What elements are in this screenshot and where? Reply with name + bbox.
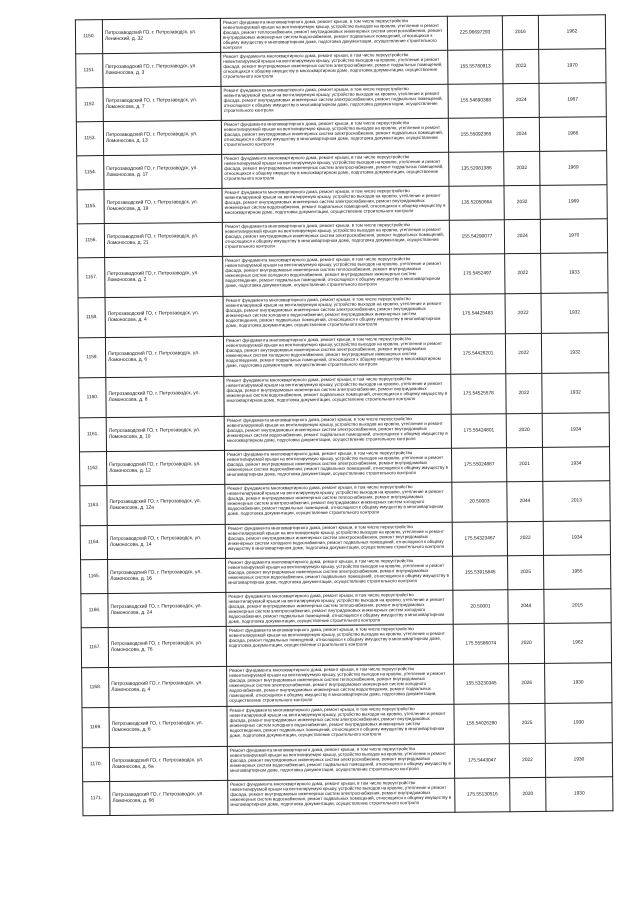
- address-cell: Петрозаводский ГО, г. Петрозаводск, ул. Ломоносова, д. 13: [103, 120, 221, 155]
- table-body: [75, 15, 613, 816]
- built-year-cell: 1966: [539, 117, 606, 152]
- built-year-cell: 1969: [540, 185, 607, 220]
- address-cell: Петрозаводский ГО, г. Петрозаводск, ул. Ломоносова, д. 4: [109, 666, 227, 707]
- work-description-cell: Ремонт фундамента многоквартирного дома, ремонт крыши, в том числе переустройство невентилируемой крыши на вентилируемую крышу, устройство выходов на кровлю, утепление и ремонт фасада, ремонт внутридомовых инженерных систем теплоснабжения, ремонт внутридомовых инженерных систем электроснабжения, ремонт внутридомовых инженерных систем холодного водоснабжения, ремонт подвальных помещений, относящихся к общему имуществу в многоквартирном доме, подготовка документации, осуществление строительного контроля: [226, 590, 453, 626]
- built-year-cell: 1969: [540, 151, 607, 186]
- row-number-cell: 1159.: [78, 338, 105, 378]
- table-row: [79, 413, 609, 452]
- row-number-cell: 1152.: [76, 88, 103, 122]
- row-number-cell: 1171.: [83, 782, 110, 816]
- built-year-cell: 1932: [542, 373, 609, 414]
- row-number-cell: 1163.: [80, 486, 107, 526]
- work-description-cell: Ремонт фундамента многоквартирного дома, ремонт крыши, в том числе переустройство невентилируемой крыши на вентилируемую крышу, устройство выходов на кровлю, утепление и ремонт фасада, ремонт внутридомовых инженерных систем электроснабжения, ремонт внутридомовых инженерных систем водоснабжения, ремонт подвальных помещений, относящихся к общему имуществу в многоквартирном доме, подготовка документации, осуществление строительного контроля: [228, 778, 455, 814]
- address-cell: Петрозаводский ГО, г. Петрозаводск, ул. Ломоносова, д. 4: [105, 296, 223, 337]
- cost-cell: 135.52081386: [449, 152, 504, 187]
- address-cell: Петрозаводский ГО, г. Петрозаводск, ул. Ломоносова, д. 76: [108, 626, 226, 667]
- row-number-cell: 1164.: [80, 526, 107, 560]
- table-row: [78, 333, 608, 378]
- table-row: [78, 293, 608, 338]
- table-row: [80, 447, 610, 486]
- work-description-cell: Ремонт фундамента многоквартирного дома, ремонт крыши, в том числе переустройство невентилируемой крыши на вентилируемую крышу, устройство выходов на кровлю, утепление и ремонт фасада, ремонт теплоснабжения, ремонт внутридомовых инженерных систем электроснабжения, ремонт внутридомовых инженерных систем водоснабжения, ремонт подвальных помещений, относящихся к общему имуществу в многоквартирном доме, подготовка документации, осуществление строительного контроля: [220, 16, 447, 52]
- address-cell: Петрозаводский ГО, г. Петрозаводск, ул. Ломоносова, д. 7: [103, 86, 221, 121]
- table-row: [81, 555, 611, 594]
- address-cell: Петрозаводский ГО, г. Петрозаводск, ул. Ломоносова, д. 6: [105, 336, 223, 377]
- cost-cell: 225.96697293: [447, 16, 502, 51]
- work-description-cell: Ремонт фундамента многоквартирного дома, ремонт крыши, в том числе переустройство невентилируемой крыши на вентилируемую крышу, устройство выходов на кровлю, утепление и ремонт фасада, ремонт подвальных помещений, относящихся к общему имуществу в многоквартирном доме, подготовка документации, осуществление строительного контроля: [226, 624, 453, 666]
- repair-year-cell: 2022: [507, 521, 543, 555]
- work-description-cell: Ремонт фундамента многоквартирного дома, ремонт крыши, в том числе переустройство невентилируемой крыши на вентилируемую крышу, устройство выходов на кровлю, утепление и ремонт фасада, ремонт внутридомовых инженерных систем электроснабжения, ремонт подвальных помещений, относящихся к общему имуществу в многоквартирном доме, подготовка документации, осуществление строительного контроля: [221, 50, 448, 86]
- row-number-cell: 1155.: [77, 190, 104, 224]
- repair-year-cell: 2025: [509, 703, 545, 743]
- table-row: [76, 83, 606, 122]
- row-number-cell: 1157.: [78, 258, 105, 298]
- built-year-cell: 1970: [540, 219, 607, 254]
- table-row: [80, 521, 610, 560]
- built-year-cell: 1967: [539, 83, 606, 118]
- table-row: [82, 743, 612, 782]
- built-year-cell: 1934: [543, 521, 610, 556]
- row-number-cell: 1160.: [79, 378, 106, 418]
- row-number-cell: 1150.: [75, 20, 102, 54]
- row-number-cell: 1162.: [80, 452, 107, 486]
- cost-cell: 175.55424801: [451, 414, 506, 449]
- row-number-cell: 1156.: [77, 224, 104, 258]
- row-number-cell: 1161.: [79, 418, 106, 452]
- cost-cell: 175.54525578: [451, 374, 506, 415]
- cost-cell: 155.55092365: [448, 118, 503, 153]
- cost-cell: 175.54426201: [450, 334, 505, 375]
- cost-cell: 155.55780913: [448, 50, 503, 85]
- cost-cell: 175.55586074: [453, 624, 508, 665]
- work-description-cell: Ремонт фундамента многоквартирного дома, ремонт крыши, в том числе переустройство невентилируемой крыши на вентилируемую крышу, устройство выходов на кровлю, утепление и ремонт фасада, ремонт внутридомовых инженерных систем электроснабжения, ремонт внутридомовых инженерных систем водоснабжения, ремонт подвальных помещений, относящихся к общему имуществу в многоквартирном доме, подготовка документации, осуществление строительного контроля: [224, 414, 451, 450]
- cost-cell: 175.5452497: [450, 254, 505, 295]
- repair-year-cell: 2025: [508, 555, 544, 589]
- cost-cell: 155.54690388: [448, 84, 503, 119]
- built-year-cell: 1930: [545, 663, 612, 704]
- capital-repair-table: [75, 14, 614, 816]
- row-number-cell: 1153.: [76, 122, 103, 156]
- address-cell: Петрозаводский ГО, г. Петрозаводск, ул. Ленинский, д. 32: [102, 18, 220, 53]
- table-row: [75, 15, 605, 54]
- repair-year-cell: 2020: [506, 413, 542, 447]
- cost-cell: 155.53230345: [454, 664, 509, 705]
- work-description-cell: Ремонт фундамента многоквартирного дома, ремонт крыши, в том числе переустройство невентилируемой крыши на вентилируемую крышу, устройство выходов на кровлю, утепление и ремонт фасада, ремонт внутридомовых инженерных систем электроснабжения, ремонт внутридомовых инженерных систем водоснабжения, ремонт подвальных помещений, относящихся к общему имуществу в многоквартирном доме, подготовка документации, осуществление строительного контроля: [224, 374, 451, 416]
- work-description-cell: Ремонт фундамента многоквартирного дома, ремонт крыши, в том числе переустройство невентилируемой крыши на вентилируемую крышу, устройство выходов на кровлю, утепление и ремонт фасада, ремонт внутридомовых инженерных систем электроснабжения, ремонт внутридомовых инженерных систем водоснабжения, ремонт подвальных помещений, относящихся к общему имуществу в многоквартирном доме, подготовка документации, осуществление строительного контроля: [222, 186, 449, 222]
- built-year-cell: 1932: [541, 333, 608, 374]
- work-description-cell: Ремонт фундамента многоквартирного дома, ремонт крыши, в том числе переустройство невентилируемой крыши на вентилируемую крышу, устройство выходов на кровлю, утепление и ремонт фасада, ремонт внутридомовых инженерных систем электроснабжения, ремонт подвальных помещений, относящихся к общему имуществу в многоквартирном доме, подготовка документации, осуществление строительного контроля: [221, 84, 448, 120]
- work-description-cell: Ремонт фундамента многоквартирного дома, ремонт крыши, в том числе переустройство невентилируемой крыши на вентилируемую крышу, устройство выходов на кровлю, утепление и ремонт фасада, ремонт внутридомовых инженерных систем электроснабжения, ремонт внутридомовых инженерных систем водоснабжения, ремонт подвальных помещений, относящихся к общему имуществу в многоквартирном доме, подготовка документации, осуществление строительного контроля: [227, 744, 454, 780]
- repair-year-cell: 2044: [508, 589, 544, 623]
- repair-year-cell: 2021: [506, 447, 542, 481]
- cost-cell: 175.54323467: [452, 522, 507, 557]
- built-year-cell: 1932: [541, 293, 608, 334]
- repair-year-cell: 2024: [504, 219, 540, 253]
- built-year-cell: 1934: [542, 413, 609, 448]
- row-number-cell: 1151.: [76, 54, 103, 88]
- table-row: [77, 219, 607, 258]
- work-description-cell: Ремонт фундамента многоквартирного дома, ремонт крыши, в том числе переустройство невентилируемой крыши на вентилируемую крышу, устройство выходов на кровлю, утепление и ремонт фасада, ремонт внутридомовых инженерных систем теплоснабжения, ремонт внутридомовых инженерных систем электроснабжения, ремонт внутридомовых инженерных систем холодного водоснабжения, ремонт подвальных помещений, относящихся к общему имуществу в многоквартирном доме, подготовка документации, осуществление строительного контроля: [225, 482, 452, 524]
- address-cell: Петрозаводский ГО, г. Петрозаводск, ул. Ломоносова, д. 6б: [110, 780, 228, 815]
- built-year-cell: 1962: [544, 623, 611, 664]
- work-description-cell: Ремонт фундамента многоквартирного дома, ремонт крыши, в том числе переустройство невентилируемой крыши на вентилируемую крышу, устройство выходов на кровлю, утепление и ремонт фасада, ремонт внутридомовых инженерных систем электроснабжения, ремонт внутридомовых инженерных систем холодного водоснабжения, ремонт подвальных помещений, относящихся к общему имуществу в многоквартирном доме, подготовка документации, осуществление строительного контроля: [225, 522, 452, 558]
- repair-year-cell: 2022: [505, 253, 541, 293]
- table-row: [77, 151, 607, 190]
- cost-cell: 155.54026280: [454, 704, 509, 745]
- row-number-cell: 1158.: [78, 298, 105, 338]
- address-cell: Петрозаводский ГО, г. Петрозаводск, ул. Ломоносова, д. 19: [104, 188, 222, 223]
- address-cell: Петрозаводский ГО, г. Петрозаводск, ул. Ломоносова, д. 12а: [107, 484, 225, 525]
- repair-year-cell: 2016: [502, 15, 538, 49]
- repair-year-cell: 2020: [508, 623, 544, 663]
- table-row: [78, 253, 608, 298]
- row-number-cell: 1169.: [82, 708, 109, 748]
- cost-cell: 155.54290077: [449, 220, 504, 255]
- repair-year-cell: 2023: [503, 49, 539, 83]
- address-cell: Петрозаводский ГО, г. Петрозаводск, ул. Ломоносова, д. 6: [109, 706, 227, 747]
- cost-cell: 175.54425483: [450, 294, 505, 335]
- built-year-cell: 1930: [545, 703, 612, 744]
- address-cell: Петрозаводский ГО, г. Петрозаводск, ул. Ломоносова, д. 10: [106, 416, 224, 451]
- table-row: [79, 373, 609, 418]
- address-cell: Петрозаводский ГО, г. Петрозаводск, ул. Ломоносова, д. 3: [103, 52, 221, 87]
- repair-year-cell: 2024: [503, 117, 539, 151]
- repair-year-cell: 2032: [504, 185, 540, 219]
- cost-cell: 20.50003: [452, 482, 507, 523]
- table-row: [83, 777, 613, 816]
- row-number-cell: 1154.: [77, 156, 104, 190]
- row-number-cell: 1167.: [81, 628, 108, 668]
- built-year-cell: 1934: [542, 447, 609, 482]
- built-year-cell: 2015: [544, 589, 611, 624]
- repair-year-cell: 2044: [507, 481, 543, 521]
- built-year-cell: 1962: [538, 15, 605, 50]
- address-cell: Петрозаводский ГО, г. Петрозаводск, ул. Ломоносова, д. 17: [104, 154, 222, 189]
- cost-cell: 20.50001: [453, 590, 508, 625]
- built-year-cell: 1955: [544, 555, 611, 590]
- address-cell: Петрозаводский ГО, г. Петрозаводск, ул. Ломоносова, д. 2: [105, 256, 223, 297]
- cost-cell: 175.55130516: [455, 778, 510, 813]
- repair-year-cell: 2022: [509, 743, 545, 777]
- work-description-cell: Ремонт фундамента многоквартирного дома, ремонт крыши, в том числе переустройство невентилируемой крыши на вентилируемую крышу, устройство выходов на кровлю, утепление и ремонт фасада, ремонт внутридомовых инженерных систем теплоснабжения, ремонт внутридомовых инженерных систем электроснабжения, ремонт внутридомовых инженерных систем холодного водоснабжения, ремонт внутридомовых инженерных систем водоотведения, ремонт подвальных помещений, относящихся к общему имуществу в многоквартирном доме, подготовка документации, осуществление строительного контроля: [227, 664, 454, 706]
- built-year-cell: 1930: [546, 777, 613, 812]
- repair-year-cell: 2020: [510, 777, 546, 811]
- work-description-cell: Ремонт фундамента многоквартирного дома, ремонт крыши, в том числе переустройство невентилируемой крыши на вентилируемую крышу, устройство выходов на кровлю, утепление и ремонт фасада, ремонт внутридомовых инженерных систем электроснабжения, ремонт внутридомовых инженерных систем холодного водоснабжения, ремонт внутридомовых инженерных систем водоотведения, ремонт подвальных помещений, относящихся к общему имуществу в многоквартирном доме, подготовка документации, осуществление строительного контроля: [227, 704, 454, 746]
- table-row: [77, 185, 607, 224]
- table-row: [76, 117, 606, 156]
- repair-year-cell: 2022: [505, 293, 541, 333]
- address-cell: Петрозаводский ГО, г. Петрозаводск, ул. Ломоносова, д. 24: [108, 592, 226, 627]
- work-description-cell: Ремонт фундамента многоквартирного дома, ремонт крыши, в том числе переустройство невентилируемой крыши на вентилируемую крышу, устройство выходов на кровлю, утепление и ремонт фасада, ремонт внутридомовых инженерных систем электроснабжения, ремонт подвальных помещений, относящихся к общему имуществу в многоквартирном доме, подготовка документации, осуществление строительного контроля: [222, 220, 449, 256]
- table-row: [76, 49, 606, 88]
- built-year-cell: 1930: [545, 743, 612, 778]
- row-number-cell: 1170.: [82, 748, 109, 782]
- repair-year-cell: 2032: [504, 151, 540, 185]
- work-description-cell: Ремонт фундамента многоквартирного дома, ремонт крыши, в том числе переустройство невентилируемой крыши на вентилируемую крышу, устройство выходов на кровлю, утепление и ремонт фасада, ремонт внутридомовых инженерных систем теплоснабжения, ремонт внутридомовых инженерных систем холодного водоснабжения, ремонт внутридомовых инженерных систем водоотведения, ремонт подвальных помещений, относящихся к общему имуществу в многоквартирном доме, подготовка документации, осуществление строительного контроля: [223, 254, 450, 296]
- work-description-cell: Ремонт фундамента многоквартирного дома, ремонт крыши, в том числе переустройство невентилируемой крыши на вентилируемую крышу, устройство выходов на кровлю, утепление и ремонт фасада, ремонт внутридомовых инженерных систем электроснабжения, ремонт подвальных помещений, относящихся к общему имуществу в многоквартирном доме, подготовка документации, осуществление строительного контроля: [221, 118, 448, 154]
- row-number-cell: 1166.: [81, 594, 108, 628]
- table-row: [81, 623, 611, 668]
- table-row: [82, 703, 612, 748]
- table-row: [81, 589, 611, 628]
- row-number-cell: 1168.: [82, 668, 109, 708]
- built-year-cell: 1933: [541, 253, 608, 294]
- work-description-cell: Ремонт фундамента многоквартирного дома, ремонт крыши, в том числе переустройство невентилируемой крыши на вентилируемую крышу, устройство выходов на кровлю, утепление и ремонт фасада, ремонт внутридомовых инженерных систем электроснабжения, ремонт подвальных помещений, относящихся к общему имуществу в многоквартирном доме, подготовка документации, осуществление строительного контроля: [222, 152, 449, 188]
- address-cell: Петрозаводский ГО, г. Петрозаводск, ул. Ломоносова, д. 12: [107, 450, 225, 485]
- repair-year-cell: 2026: [509, 663, 545, 703]
- address-cell: Петрозаводский ГО, г. Петрозаводск, ул. Ломоносова, д. 14: [107, 524, 225, 559]
- row-number-cell: 1165.: [81, 560, 108, 594]
- table-row: [80, 481, 610, 526]
- cost-cell: 155.53915845: [453, 556, 508, 591]
- cost-cell: 135.52050664: [449, 186, 504, 221]
- work-description-cell: Ремонт фундамента многоквартирного дома, ремонт крыши, в том числе переустройство невентилируемой крыши на вентилируемую крышу, устройство выходов на кровлю, утепление и ремонт фасада, ремонт внутридомовых инженерных систем электроснабжения, ремонт внутридомовых инженерных систем водоснабжения, ремонт подвальных помещений, относящихся к общему имуществу в многоквартирном доме, подготовка документации, осуществление строительного контроля: [226, 556, 453, 592]
- repair-year-cell: 2022: [506, 373, 542, 413]
- work-description-cell: Ремонт фундамента многоквартирного дома, ремонт крыши, в том числе переустройство невентилируемой крыши на вентилируемую крышу, устройство выходов на кровлю, утепление и ремонт фасада, ремонт внутридомовых инженерных систем электроснабжения, ремонт внутридомовых инженерных систем водоснабжения, ремонт подвальных помещений, относящихся к общему имуществу в многоквартирном доме, подготовка документации, осуществление строительного контроля: [224, 448, 451, 484]
- address-cell: Петрозаводский ГО, г. Петрозаводск, ул. Ломоносова, д. 6а: [109, 746, 227, 781]
- built-year-cell: 1970: [539, 49, 606, 84]
- repair-year-cell: 2024: [503, 83, 539, 117]
- work-description-cell: Ремонт фундамента многоквартирного дома, ремонт крыши, в том числе переустройство невентилируемой крыши на вентилируемую крышу, устройство выходов на кровлю, утепление и ремонт фасада, ремонт внутридомовых инженерных систем электроснабжения, ремонт внутридомовых инженерных систем холодного водоснабжения, ремонт внутридомовых инженерных систем водоотведения, ремонт подвальных помещений, относящихся к общему имуществу в многоквартирном доме, подготовка документации, осуществление строительного контроля: [223, 294, 450, 336]
- repair-year-cell: 2022: [505, 333, 541, 373]
- work-description-cell: Ремонт фундамента многоквартирного дома, ремонт крыши, в том числе переустройство невентилируемой крыши на вентилируемую крышу, устройство выходов на кровлю, утепление и ремонт фасада, ремонт внутридомовых инженерных систем электроснабжения, ремонт внутридомовых инженерных систем холодного водоснабжения, ремонт внутридомовых инженерных систем водоотведения, ремонт подвальных помещений, относящихся к общему имуществу в многоквартирном доме, подготовка документации, осуществление строительного контроля: [223, 334, 450, 376]
- built-year-cell: 2013: [543, 481, 610, 522]
- address-cell: Петрозаводский ГО, г. Петрозаводск, ул. Ломоносова, д. 8: [106, 376, 224, 417]
- table-row: [82, 663, 612, 708]
- cost-cell: 175.5443047: [454, 744, 509, 779]
- address-cell: Петрозаводский ГО, г. Петрозаводск, ул. Ломоносова, д. 16: [108, 558, 226, 593]
- cost-cell: 175.55024887: [451, 448, 506, 483]
- address-cell: Петрозаводский ГО, г. Петрозаводск, ул. Ломоносова, д. 21: [104, 222, 222, 257]
